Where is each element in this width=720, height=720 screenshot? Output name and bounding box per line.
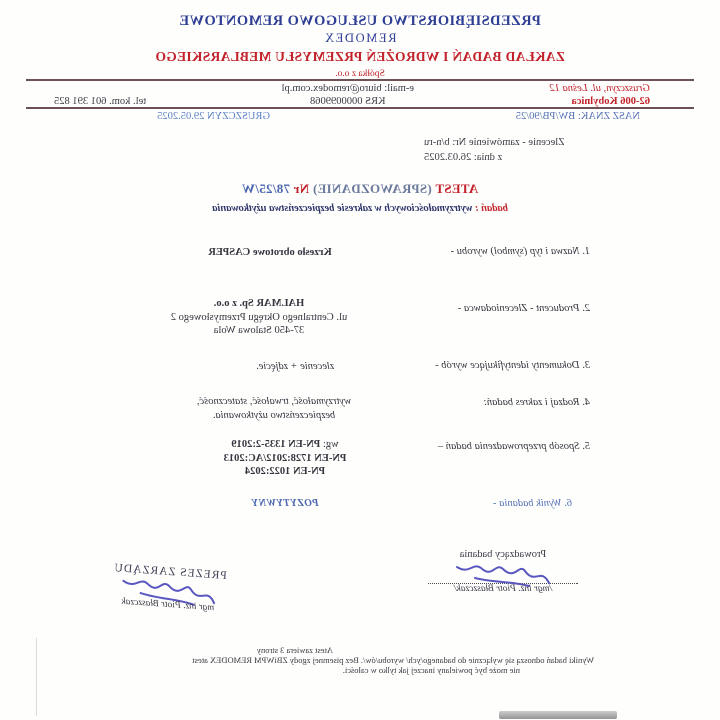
title-sprawozdanie: (SPRAWOZDANIE) [312,181,432,196]
address-street: Gruszczyn, ul. Leśna 12 [549,83,650,94]
signature-block-president [75,560,264,617]
title-atest: ATEST [435,181,479,196]
item-1-label: 1. Nazwa i typ (symbol) wyrobu - [450,246,590,257]
company-legal-form: Spółka z o.o. [335,68,385,79]
divider-contact [26,107,694,109]
president-name: mgr inż. Piotr Błaszczak [121,596,215,614]
order-block [424,136,600,165]
footer-disclaimer-1: Wyniki badań odnoszą się wyłącznie do badanego/ych/ wyrobu/ów/. Bez pisemnej zgody ZBiWPM REMODEX atest [192,655,594,665]
lead-tester-name: /mgr inż. Piotr Błaszczak/ [453,584,553,594]
norm-3: PN-EN 1022:2024 [244,466,326,478]
email-line: e-mail: biuro@remodex.com.pl [281,83,414,94]
company-registry [282,82,414,108]
letterhead [0,12,720,81]
scope-line-2: bezpieczeństwo użytkowania. [212,409,336,421]
document-subtitle [0,203,720,214]
producer-city: 37-450 Stalowa Wola [213,325,305,337]
company-brand: REMODEX [323,31,397,46]
producer-street: ul. Centralnego Okręgu Przemysłowego 2 [170,311,348,323]
order-number: Zlecenie - zamówienie Nr: b/n-ru [424,137,565,148]
our-reference: NASZ ZNAK: BW/PB/90/25 [515,111,640,122]
footer-pages-note: Atest zawiera 3 strony [256,645,333,655]
item-3-label: 3. Dokumenty identyfikujące wyrób - [435,360,590,371]
item-4-value [178,395,370,422]
company-division: ZAKŁAD BADAŃ I WDROŻEŃ PRZEMYSŁU MEBLARSKIEGO [155,48,565,64]
wg-prefix: wg: [322,439,339,450]
signature-block-lead-tester [428,549,578,594]
lead-tester-role: Prowadzący badania [459,549,547,560]
order-date: z dnia: 26.03.2025 [424,151,503,163]
producer-name: HALMAR Sp. z o.o. [213,298,305,309]
document-title [0,181,720,197]
item-5-label: 5. Sposób przeprowadzenia badań – [437,441,590,452]
item-6-label: 6. Wynik badania - [493,498,572,509]
president-role: PREZES ZARZĄDU [113,562,228,582]
item-2-label: 2. Producent - Zleceniodawca - [457,303,590,314]
contact-row [26,82,694,108]
place-and-date: GRUSZCZYN 29.05.2025 [157,111,270,122]
item-4-label: 4. Rodzaj i zakres badań: [483,397,590,408]
scan-artifact-bar [499,711,617,719]
norm-1: PN-EN 1335-2:2019 [231,439,321,450]
footer-disclaimer-2: nie może być powielany inaczej jak tylko w całości. [342,665,520,675]
subtitle-lead: badań : [474,203,508,214]
norm-line-1 [192,438,378,452]
item-1-value: Krzesło obrotowe CASPER [208,247,332,258]
norm-2: PN-EN 1728:2012/AC:2013 [223,452,347,464]
item-2-value [148,297,370,338]
scope-line-1: wytrzymałość, trwałość, stateczność, [196,396,352,407]
company-address [549,82,694,108]
company-name: PRZEDSIĘBIORSTWO USŁUGOWO REMONTOWE [179,13,541,29]
address-city: 62-006 Kobylnica [571,96,650,108]
subtitle-main: wytrzymałościowych w zakresie bezpieczeństwa użytkowania [212,203,473,214]
scan-edge-line [36,638,37,716]
title-number: 78/25/W [241,181,291,196]
divider-top [26,79,694,81]
item-5-value [192,438,378,479]
krs-line: KRS 0000099068 [309,96,386,108]
item-3-value: zlecenie + zdjęcie. [256,361,334,372]
title-nr-label: Nr [293,181,310,196]
phone-line: tel. kom. 601 391 825 [54,96,147,107]
result-value: POZYTYWNY [251,498,319,509]
